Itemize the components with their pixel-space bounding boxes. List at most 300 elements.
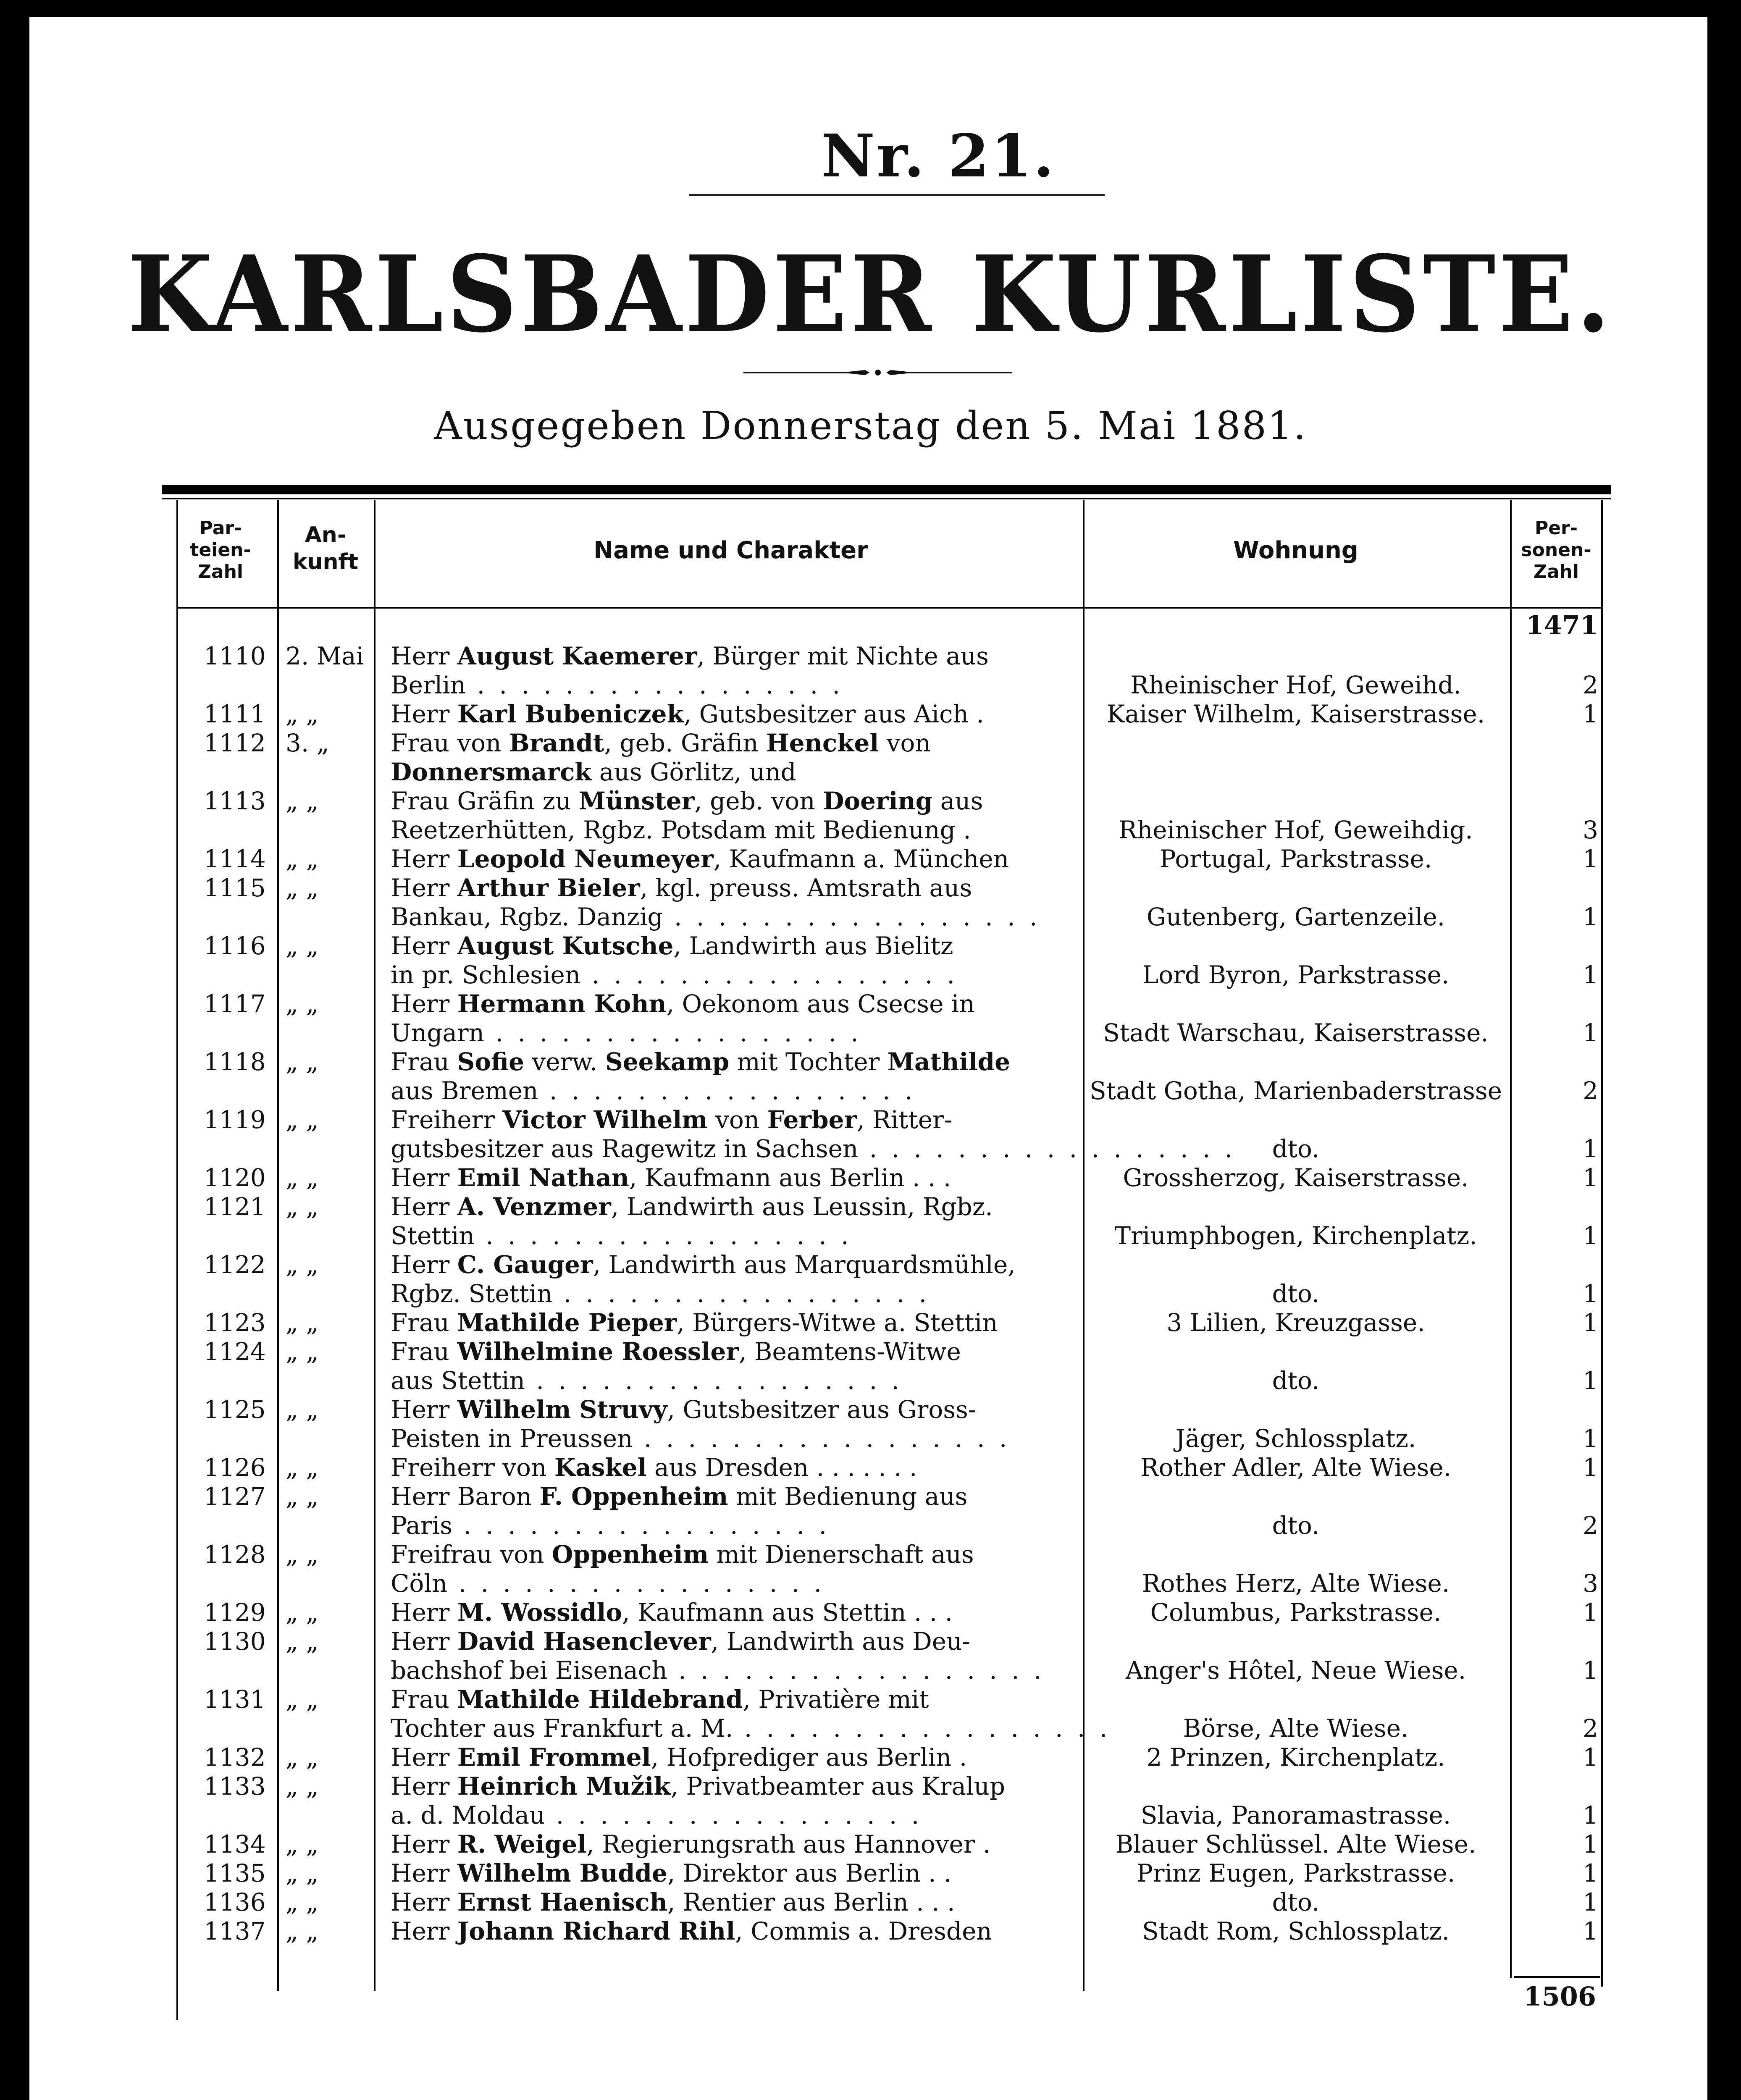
person-count: 1: [1583, 1366, 1598, 1395]
entry-text: Herr: [391, 874, 457, 902]
entry-text: , Commis a. Dresden: [735, 1917, 992, 1945]
entry-name-line: [391, 1714, 1111, 1743]
residence: dto.: [1272, 1366, 1320, 1395]
col-line-3: [1083, 500, 1085, 1991]
entry-text: von: [707, 1105, 767, 1134]
entry-text: , Bürgers-Witwe a. Stettin: [677, 1308, 998, 1337]
entry-text: , Rentier aus Berlin . . .: [667, 1888, 955, 1916]
entry-text: aus Dresden . . . . . . .: [646, 1453, 917, 1482]
leader-dots: . . . . . . . . . . . . . . . . .: [538, 1076, 916, 1105]
residence: Börse, Alte Wiese.: [1183, 1714, 1409, 1743]
guest-name-bold: Johann Richard Rihl: [457, 1917, 735, 1945]
col-line-4: [1510, 500, 1512, 1978]
residence: Anger's Hôtel, Neue Wiese.: [1125, 1656, 1466, 1685]
arrival-date: „ „: [286, 1888, 319, 1916]
entry-text: Frau: [391, 1047, 457, 1076]
leader-dots: . . . . . . . . . . . . . . . . .: [474, 1221, 852, 1250]
person-count: 1: [1583, 1308, 1598, 1337]
entry-text: Herr: [391, 1830, 457, 1858]
entry-text: , Direktor aus Berlin . .: [667, 1859, 952, 1887]
header-personen-l2: sonen-: [1521, 539, 1591, 561]
arrival-date: „ „: [286, 1453, 319, 1482]
person-count: 3: [1583, 816, 1598, 844]
entry-text: , Kaufmann aus Berlin . . .: [629, 1163, 951, 1192]
arrival-date: „ „: [286, 845, 319, 873]
header-personen: [1512, 517, 1600, 583]
party-number: 1111: [204, 700, 266, 728]
entry-text: Frau Gräfin zu: [391, 787, 579, 815]
scan-edge-top: [0, 0, 1741, 17]
residence: Stadt Gotha, Marienbaderstrasse: [1090, 1076, 1502, 1105]
entry-name-line: [391, 1221, 1079, 1250]
party-number: 1127: [204, 1482, 266, 1511]
entry-text: Herr: [391, 1163, 457, 1192]
entry-name-line: [391, 845, 1079, 873]
entry-text: Bankau, Rgbz. Danzig: [391, 903, 663, 931]
entry-name-line: [391, 758, 1079, 786]
arrival-date: „ „: [286, 1685, 319, 1714]
residence: Stadt Rom, Schlossplatz.: [1142, 1917, 1450, 1945]
person-count: 1: [1583, 961, 1598, 989]
person-count: 1: [1583, 1598, 1598, 1627]
party-number: 1117: [204, 990, 266, 1018]
arrival-date: „ „: [286, 1047, 319, 1076]
guest-name-bold: Brandt: [509, 729, 604, 757]
guest-name-bold: August Kutsche: [457, 932, 674, 960]
party-number: 1119: [204, 1105, 266, 1134]
entry-name-line: [391, 1656, 1079, 1685]
entry-text: mit Dienerschaft aus: [709, 1540, 974, 1569]
entry-text: Freifrau von: [391, 1540, 552, 1569]
party-number: 1126: [204, 1453, 266, 1482]
entry-text: gutsbesitzer aus Ragewitz in Sachsen: [391, 1134, 859, 1163]
entry-text: Peisten in Preussen: [391, 1424, 633, 1453]
entry-name-line: [391, 729, 1079, 757]
entry-name-line: [391, 903, 1079, 931]
person-count: 1: [1583, 700, 1598, 728]
page-title: KARLSBADER KURLISTE.: [127, 232, 1614, 356]
party-number: 1122: [204, 1250, 266, 1279]
guest-name-bold: Seekamp: [605, 1047, 730, 1076]
guest-name-bold: David Hasenclever: [457, 1627, 711, 1656]
entry-text: , Gutsbesitzer aus Aich .: [683, 700, 984, 728]
arrival-date: „ „: [286, 990, 319, 1018]
entry-text: Freiherr: [391, 1105, 503, 1134]
issue-number: Nr. 21.: [821, 122, 1056, 191]
entry-text: Frau: [391, 1337, 457, 1366]
party-number: 1124: [204, 1337, 266, 1366]
table-top-thin-rule: [162, 498, 1611, 499]
residence: Triumphbogen, Kirchenplatz.: [1114, 1221, 1477, 1250]
entry-name-line: [391, 1917, 1079, 1945]
arrival-date: 2. Mai: [286, 642, 364, 670]
party-number: 1120: [204, 1163, 266, 1192]
arrival-date: „ „: [286, 932, 319, 960]
entry-name-line: [391, 642, 1079, 670]
residence: Prinz Eugen, Parkstrasse.: [1136, 1859, 1455, 1887]
entry-text: , Kaufmann aus Stettin . . .: [622, 1598, 953, 1627]
entry-text: , Hofprediger aus Berlin .: [651, 1743, 967, 1772]
arrival-date: „ „: [286, 1540, 319, 1569]
entry-text: Herr: [391, 642, 457, 670]
header-parteien-l1: Par-: [199, 517, 242, 539]
entry-text: aus Stettin: [391, 1366, 525, 1395]
entry-text: , Bürger mit Nichte aus: [697, 642, 989, 670]
residence: dto.: [1272, 1511, 1320, 1540]
arrival-date: „ „: [286, 1105, 319, 1134]
arrival-date: „ „: [286, 1482, 319, 1511]
entry-name-line: [391, 990, 1079, 1018]
entry-text: , Oekonom aus Csecse in: [666, 990, 975, 1018]
header-personen-l1: Per-: [1534, 517, 1578, 539]
residence: Portugal, Parkstrasse.: [1159, 845, 1432, 873]
entry-name-line: [391, 1424, 1079, 1453]
person-count: 1: [1583, 1424, 1598, 1453]
scan-edge-right: [1707, 0, 1741, 2100]
person-count: 2: [1583, 1714, 1598, 1743]
header-wohnung: Wohnung: [1233, 537, 1358, 564]
entry-text: , kgl. preuss. Amtsrath aus: [640, 874, 972, 902]
residence: Blauer Schlüssel. Alte Wiese.: [1115, 1830, 1476, 1858]
entry-text: Herr: [391, 1772, 457, 1801]
entry-name-line: [391, 816, 1079, 844]
person-count: 2: [1583, 1511, 1598, 1540]
party-number: 1113: [204, 787, 266, 815]
entry-text: Herr: [391, 990, 457, 1018]
arrival-date: „ „: [286, 1772, 319, 1801]
entry-text: Herr: [391, 1250, 457, 1279]
entry-text: Herr: [391, 1192, 457, 1221]
entry-name-line: [391, 1279, 1079, 1308]
arrival-date: „ „: [286, 1859, 319, 1887]
person-count: 1: [1583, 1917, 1598, 1945]
entry-text: Frau: [391, 1308, 457, 1337]
residence: Rother Adler, Alte Wiese.: [1140, 1453, 1452, 1482]
arrival-date: „ „: [286, 787, 319, 815]
guest-name-bold: Leopold Neumeyer: [457, 845, 714, 873]
residence: Rheinischer Hof, Geweihdig.: [1119, 816, 1473, 844]
entry-text: Herr: [391, 1888, 457, 1916]
party-number: 1132: [204, 1743, 266, 1772]
person-count: 3: [1583, 1569, 1598, 1598]
person-count: 1: [1583, 1656, 1598, 1685]
entry-name-line: [391, 1627, 1079, 1656]
person-count: 1: [1583, 845, 1598, 873]
ornament-rule: [743, 366, 1012, 379]
person-count: 1: [1583, 1859, 1598, 1887]
col-line-1: [277, 500, 279, 1991]
entry-text: von: [879, 729, 931, 757]
col-line-right: [1601, 500, 1603, 1987]
entry-text: Cöln: [391, 1569, 448, 1598]
party-number: 1115: [204, 874, 266, 902]
party-number: 1123: [204, 1308, 266, 1337]
guest-name-bold: Wilhelm Budde: [457, 1859, 667, 1887]
residence: 2 Prinzen, Kirchenplatz.: [1146, 1743, 1445, 1772]
party-number: 1137: [204, 1917, 266, 1945]
party-number: 1112: [204, 729, 266, 757]
party-number: 1116: [204, 932, 266, 960]
person-count: 2: [1583, 671, 1598, 699]
entry-name-line: [391, 1569, 1079, 1598]
issue-rule: [689, 194, 1105, 196]
col-line-2: [374, 500, 376, 1991]
guest-name-bold: Victor Wilhelm: [502, 1105, 708, 1134]
person-count: 1: [1583, 903, 1598, 931]
col-line-left: [176, 500, 178, 2020]
entry-text: , Landwirth aus Bielitz: [673, 932, 953, 960]
entry-text: Herr: [391, 700, 457, 728]
leader-dots: . . . . . . . . . . . . . . . . .: [633, 1424, 1011, 1453]
party-number: 1129: [204, 1598, 266, 1627]
header-parteien: [168, 517, 273, 583]
header-parteien-l2: teien-: [190, 539, 251, 561]
residence: Slavia, Panoramastrasse.: [1140, 1801, 1451, 1830]
person-count: 1: [1583, 1221, 1598, 1250]
entry-text: Herr: [391, 1859, 457, 1887]
arrival-date: „ „: [286, 1917, 319, 1945]
person-count: 1: [1583, 1830, 1598, 1858]
residence: Gutenberg, Gartenzeile.: [1146, 903, 1445, 931]
entry-name-line: [391, 1395, 1079, 1424]
guest-name-bold: M. Wossidlo: [457, 1598, 622, 1627]
entry-name-line: [391, 671, 1079, 699]
entry-name-line: [391, 1308, 1079, 1337]
entry-text: aus: [932, 787, 983, 815]
residence: dto.: [1272, 1279, 1320, 1308]
header-ankunft-l1: An-: [305, 522, 347, 548]
person-count: 1: [1583, 1134, 1598, 1163]
entry-name-line: [391, 1511, 1079, 1540]
arrival-date: „ „: [286, 1743, 319, 1772]
residence: Kaiser Wilhelm, Kaiserstrasse.: [1106, 700, 1485, 728]
entry-name-line: [391, 874, 1079, 902]
entry-name-line: [391, 787, 1079, 815]
entry-name-line: [391, 1018, 1079, 1047]
leader-dots: . . . . . . . . . . . . . . . . .: [667, 1656, 1045, 1685]
entry-name-line: [391, 1801, 1079, 1830]
entry-name-line: [391, 1453, 1079, 1482]
guest-name-bold: Mathilde Pieper: [457, 1308, 677, 1337]
issue-date: Ausgegeben Donnerstag den 5. Mai 1881.: [434, 403, 1307, 448]
arrival-date: „ „: [286, 1163, 319, 1192]
party-number: 1133: [204, 1772, 266, 1801]
guest-name-bold: Arthur Bieler: [457, 874, 640, 902]
guest-name-bold: Emil Frommel: [457, 1743, 651, 1772]
guest-name-bold: Hermann Kohn: [457, 990, 667, 1018]
leader-dots: . . . . . . . . . . . . . . . . .: [580, 961, 958, 989]
party-number: 1134: [204, 1830, 266, 1858]
leader-dots: . . . . . . . . . . . . . . . . .: [545, 1801, 923, 1830]
entry-text: Herr: [391, 845, 457, 873]
entry-text: Paris: [391, 1511, 453, 1540]
leader-dots: . . . . . . . . . . . . . . . . .: [552, 1279, 930, 1308]
header-ankunft: [279, 522, 372, 575]
guest-name-bold: C. Gauger: [457, 1250, 593, 1279]
entry-text: Frau: [391, 1685, 457, 1714]
carried-total: 1471: [1526, 610, 1598, 640]
guest-name-bold: August Kaemerer: [457, 642, 697, 670]
arrival-date: „ „: [286, 1308, 319, 1337]
party-number: 1110: [204, 642, 266, 670]
residence: Grossherzog, Kaiserstrasse.: [1123, 1163, 1469, 1192]
party-number: 1118: [204, 1047, 266, 1076]
guest-name-bold: Emil Nathan: [457, 1163, 629, 1192]
party-number: 1130: [204, 1627, 266, 1656]
guest-name-bold: Wilhelmine Roessler: [457, 1337, 739, 1366]
entry-text: Frau von: [391, 729, 509, 757]
person-count: 1: [1583, 1801, 1598, 1830]
entry-name-line: [391, 700, 1079, 728]
guest-name-bold: R. Weigel: [457, 1830, 587, 1858]
residence: Rothes Herz, Alte Wiese.: [1142, 1569, 1450, 1598]
leader-dots: . . . . . . . . . . . . . . . . .: [484, 1018, 862, 1047]
entry-name-line: [391, 1163, 1079, 1192]
party-number: 1128: [204, 1540, 266, 1569]
person-count: 1: [1583, 1743, 1598, 1772]
entry-text: aus Bremen: [391, 1076, 538, 1105]
residence: 3 Lilien, Kreuzgasse.: [1166, 1308, 1425, 1337]
leader-dots: . . . . . . . . . . . . . . . . .: [466, 671, 843, 699]
arrival-date: „ „: [286, 1250, 319, 1279]
entry-text: Herr: [391, 932, 457, 960]
entry-name-line: [391, 932, 1079, 960]
header-ankunft-l2: kunft: [292, 549, 359, 575]
entry-text: , Ritter-: [857, 1105, 953, 1134]
table-top-rule: [162, 485, 1611, 494]
arrival-date: „ „: [286, 1627, 319, 1656]
entry-text: , Kaufmann a. München: [713, 845, 1009, 873]
entry-text: Herr Baron: [391, 1482, 540, 1511]
entry-text: Berlin: [391, 671, 466, 699]
guest-name-bold: Heinrich Mužik: [457, 1772, 671, 1801]
entry-text: Ungarn: [391, 1018, 485, 1047]
entry-text: , Gutsbesitzer aus Gross-: [667, 1395, 977, 1424]
entry-name-line: [391, 1250, 1079, 1279]
entry-text: , Landwirth aus Leussin, Rgbz.: [611, 1192, 993, 1221]
residence: Jäger, Schlossplatz.: [1175, 1424, 1416, 1453]
leader-dots: . . . . . . . . . . . . . . . . .: [525, 1366, 903, 1395]
entry-text: , geb. Gräfin: [604, 729, 766, 757]
entry-name-line: [391, 1105, 1079, 1134]
residence: dto.: [1272, 1888, 1320, 1916]
entry-name-line: [391, 1540, 1079, 1569]
entry-text: , Regierungsrath aus Hannover .: [586, 1830, 991, 1858]
arrival-date: „ „: [286, 874, 319, 902]
entry-text: aus Görlitz, und: [591, 758, 796, 786]
guest-name-bold: Donnersmarck: [391, 758, 592, 786]
person-count: 2: [1583, 1076, 1598, 1105]
residence: Stadt Warschau, Kaiserstrasse.: [1103, 1018, 1489, 1047]
person-count: 1: [1583, 1888, 1598, 1916]
guest-name-bold: Sofie: [457, 1047, 524, 1076]
guest-name-bold: Oppenheim: [551, 1540, 709, 1569]
arrival-date: 3. „: [286, 729, 329, 757]
entry-text: bachshof bei Eisenach: [391, 1656, 667, 1685]
entry-text: Stettin: [391, 1221, 475, 1250]
guest-name-bold: A. Venzmer: [457, 1192, 611, 1221]
leader-dots: . . . . . . . . . . . . . . . . .: [733, 1714, 1111, 1743]
leader-dots: . . . . . . . . . . . . . . . . .: [663, 903, 1041, 931]
guest-name-bold: Kaskel: [554, 1453, 647, 1482]
entry-text: Herr: [391, 1743, 457, 1772]
entry-name-line: [391, 1888, 1079, 1916]
header-parteien-l3: Zahl: [197, 561, 243, 583]
entry-text: , Landwirth aus Marquardsmühle,: [593, 1250, 1016, 1279]
person-count: 1: [1583, 1018, 1598, 1047]
guest-name-bold: Doering: [823, 787, 933, 815]
entry-text: , Landwirth aus Deu-: [711, 1627, 971, 1656]
guest-name-bold: Karl Bubeniczek: [457, 700, 684, 728]
arrival-date: „ „: [286, 1192, 319, 1221]
entry-name-line: [391, 961, 1079, 989]
entry-text: Herr: [391, 1917, 457, 1945]
person-count: 1: [1583, 1279, 1598, 1308]
entry-name-line: [391, 1743, 1079, 1772]
arrival-date: „ „: [286, 1337, 319, 1366]
guest-name-bold: Ferber: [767, 1105, 857, 1134]
final-total: 1506: [1523, 1981, 1596, 2012]
entry-text: , Privatbeamter aus Kralup: [670, 1772, 1005, 1801]
entry-name-line: [391, 1192, 1079, 1221]
residence: Rheinischer Hof, Geweihd.: [1130, 671, 1461, 699]
leader-dots: . . . . . . . . . . . . . . . . .: [447, 1569, 825, 1598]
entry-text: verw.: [524, 1047, 605, 1076]
total-sum-rule: [1514, 1976, 1600, 1978]
entry-name-line: [391, 1830, 1079, 1858]
entry-name-line: [391, 1859, 1079, 1887]
entry-name-line: [391, 1772, 1079, 1801]
entry-text: , Privatière mit: [743, 1685, 929, 1714]
header-personen-l3: Zahl: [1533, 561, 1579, 583]
entry-text: , geb. von: [694, 787, 823, 815]
entry-text: Tochter aus Frankfurt a. M.: [391, 1714, 733, 1743]
entry-text: a. d. Moldau: [391, 1801, 545, 1830]
entry-name-line: [391, 1076, 1079, 1105]
guest-name-bold: Mathilde Hildebrand: [457, 1685, 743, 1714]
party-number: 1135: [204, 1859, 266, 1887]
person-count: 1: [1583, 1453, 1598, 1482]
entry-name-line: [391, 1685, 1079, 1714]
residence: Lord Byron, Parkstrasse.: [1142, 961, 1450, 989]
guest-name-bold: Henckel: [766, 729, 879, 757]
entry-text: Reetzerhütten, Rgbz. Potsdam mit Bedienung .: [391, 816, 971, 844]
scan-edge-left: [0, 0, 29, 2100]
person-count: 1: [1583, 1163, 1598, 1192]
entry-name-line: [391, 1366, 1079, 1395]
entry-text: Herr: [391, 1395, 457, 1424]
arrival-date: „ „: [286, 1395, 319, 1424]
header-bottom-rule: [176, 607, 1602, 609]
guest-name-bold: Wilhelm Struvy: [457, 1395, 667, 1424]
party-number: 1114: [204, 845, 266, 873]
entry-text: Herr: [391, 1627, 457, 1656]
leader-dots: . . . . . . . . . . . . . . . . .: [858, 1134, 1236, 1163]
party-number: 1125: [204, 1395, 266, 1424]
arrival-date: „ „: [286, 700, 319, 728]
entry-name-line: [391, 1134, 1236, 1163]
guest-name-bold: Ernst Haenisch: [457, 1888, 667, 1916]
entry-text: in pr. Schlesien: [391, 961, 581, 989]
entry-text: Freiherr von: [391, 1453, 554, 1482]
party-number: 1121: [204, 1192, 266, 1221]
party-number: 1136: [204, 1888, 266, 1916]
arrival-date: „ „: [286, 1830, 319, 1858]
party-number: 1131: [204, 1685, 266, 1714]
residence: dto.: [1272, 1134, 1320, 1163]
entry-text: Rgbz. Stettin: [391, 1279, 553, 1308]
entry-name-line: [391, 1047, 1079, 1076]
